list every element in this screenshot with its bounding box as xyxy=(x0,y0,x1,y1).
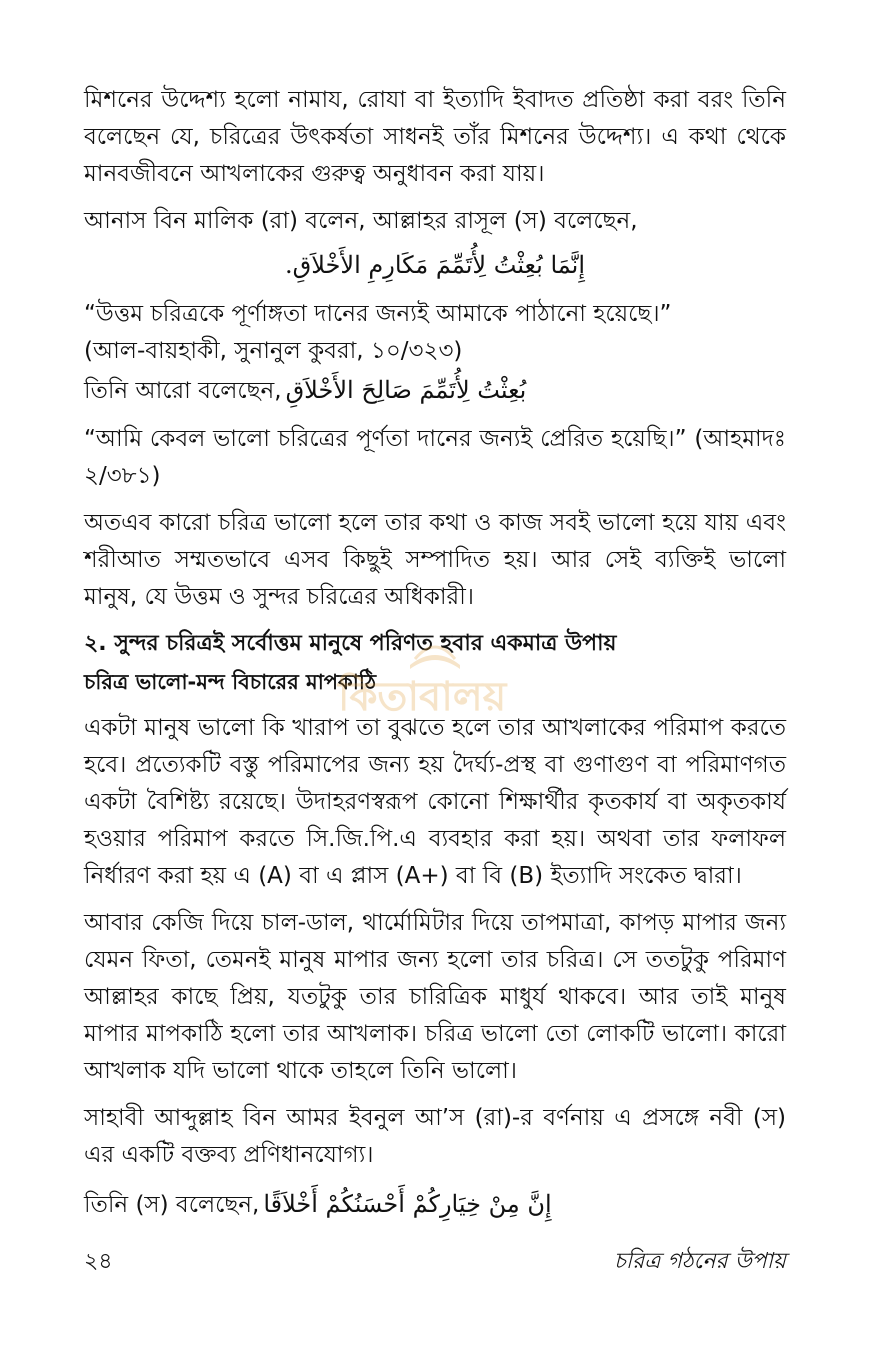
paragraph-measurement: একটা মানুষ ভালো কি খারাপ তা বুঝতে হলে তার আখলাকের পরিমাপ করতে হবে। প্রত্যেকটি বস্তু পরিমাপের জন্য হয় দৈর্ঘ্য-প্রস্থ বা গুণাগুণ বা পরিমাণগত একটা বৈশিষ্ট্য রয়েছে। উদাহরণস্বরূপ কোনো শিক্ষার্থীর কৃতকার্য বা অকৃতকার্য হওয়ার পরিমাপ করতে সি.জি.পি.এ ব্যবহার করা হয়। অথবা তার ফলাফল নির্ধারণ করা হয় এ (A) বা এ প্লাস (A+) বা বি (B) ইত্যাদি সংকেত দ্বারা। xyxy=(84,715,786,889)
arabic-hadith-2: بُعِثْتُ لِأُتَمِّمَ صَالِحَ الأَخْلاَقِ xyxy=(285,376,527,404)
paragraph-anas-narration: আনাস বিন মালিক (রা) বলেন, আল্লাহর রাসূল (স) বলেছেন, xyxy=(84,208,638,234)
paragraph-translation-1: “উত্তম চরিত্রকে পূর্ণাঙ্গতা দানের জন্যই আমাকে পাঠানো হয়েছে।” xyxy=(84,301,672,327)
page-body xyxy=(84,82,786,1225)
citation-bayhaqi: (আল-বায়হাকী, সুনানুল কুবরা, ১০/৩২৩) xyxy=(84,338,463,364)
watermark-text: কিতাবালয় xyxy=(338,674,507,720)
paragraph-translation-2: “আমি কেবল ভালো চরিত্রের পূর্ণতা দানের জন্যই প্রেরিত হয়েছি।” (আহমাদঃ ২/৩৮১) xyxy=(84,426,786,489)
paragraph-good-character: অতএব কারো চরিত্র ভালো হলে তার কথা ও কাজ সবই ভালো হয়ে যায় এবং শরীআত সম্মতভাবে এসব কিছুই সম্পাদিত হয়। আর সেই ব্যক্তিই ভালো মানুষ, যে উত্তম ও সুন্দর চরিত্রের অধিকারী। xyxy=(84,510,786,610)
page-number: ২৪ xyxy=(84,1249,113,1274)
page-footer xyxy=(84,1244,786,1274)
paragraph-sahabi-narration: সাহাবী আব্দুল্লাহ বিন আমর ইবনুল আ’স (রা)-র বর্ণনায় এ প্রসঙ্গে নবী (স) এর একটি বক্তব্য প্রণিধানযোগ্য। xyxy=(84,1105,786,1168)
arabic-hadith-1: إِنَّمَا بُعِثْتُ لِأُتَمِّمَ مَكَارِمِ الأَخْلاَقِ. xyxy=(285,251,585,279)
arabic-hadith-3: إِنَّ مِنْ خِيَارِكُمْ أَحْسَنُكُمْ أَخْلاَقًا xyxy=(263,1190,552,1218)
running-book-title: চরিত্র গঠনের উপায় xyxy=(613,1249,786,1274)
section-heading: ২. সুন্দর চরিত্রই সর্বোত্তম মানুষে পরিণত হবার একমাত্র উপায় xyxy=(84,631,617,656)
hadith-2-intro: তিনি আরো বলেছেন, xyxy=(84,378,282,404)
hadith-3-intro: তিনি (স) বলেছেন, xyxy=(84,1192,260,1218)
hadith-line-3 xyxy=(84,1184,786,1225)
subsection-heading: চরিত্র ভালো-মন্দ বিচারের মাপকাঠি xyxy=(84,670,377,694)
paragraph-scale-example: আবার কেজি দিয়ে চাল-ডাল, থার্মোমিটার দিয়ে তাপমাত্রা, কাপড় মাপার জন্য যেমন ফিতা, তেমনই মানুষ মাপার জন্য হলো তার চরিত্র। সে ততটুকু পরিমাণ আল্লাহর কাছে প্রিয়, যতটুকু তার চারিত্রিক মাধুর্য থাকবে। আর তাই মানুষ মাপার মাপকাঠি হলো তার আখলাক। চরিত্র ভালো তো লোকটি ভালো। কারো আখলাক যদি ভালো থাকে তাহলে তিনি ভালো। xyxy=(84,910,786,1084)
paragraph-mission: মিশনের উদ্দেশ্য হলো নামায, রোযা বা ইত্যাদি ইবাদত প্রতিষ্ঠা করা বরং তিনি বলেছেন যে, চরিত্রের উৎকর্ষতা সাধনই তাঁর মিশনের উদ্দেশ্য। এ কথা থেকে মানবজীবনে আখলাকের গুরুত্ব অনুধাবন করা যায়। xyxy=(84,87,786,187)
hadith-line-2 xyxy=(84,370,786,411)
